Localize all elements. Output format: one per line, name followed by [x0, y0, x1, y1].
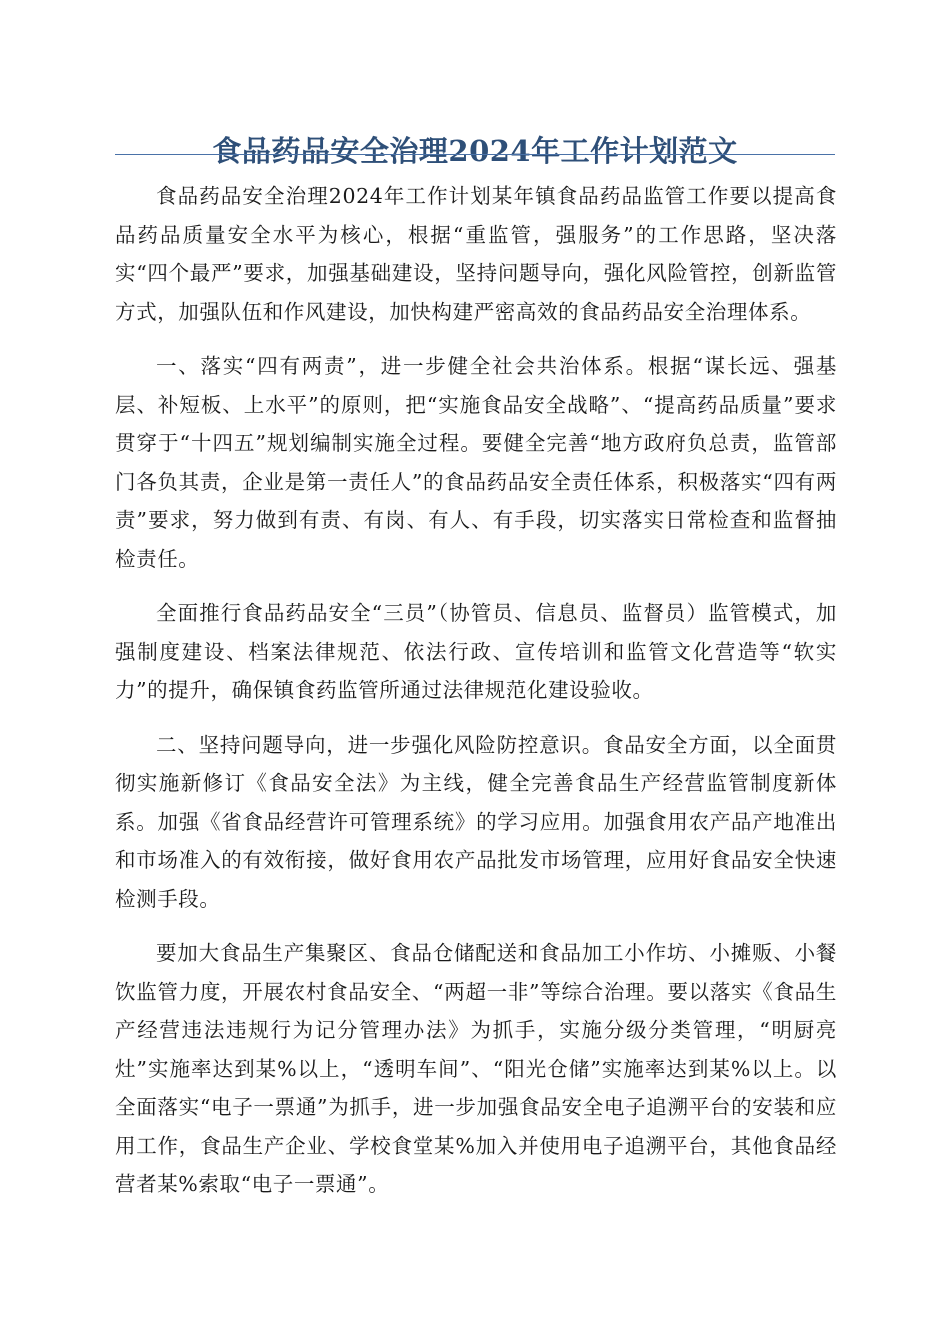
paragraph-intro: 食品药品安全治理2024年工作计划某年镇食品药品监管工作要以提高食品药品质量安全水平为核心，根据“重监管，强服务”的工作思路，坚决落实“四个最严”要求，加强基础建设，坚持问题导向，强化风险管控，创新监管方式，加强队伍和作风建设，加快构建严密高效的食品药品安全治理体系。: [115, 184, 837, 324]
title-underline: [115, 154, 835, 155]
document-title: 食品药品安全治理2024年工作计划范文: [212, 134, 738, 169]
document-body: [115, 177, 837, 1220]
paragraph-section-one: 一、落实“四有两责”，进一步健全社会共治体系。根据“谋长远、强基层、补短板、上水平”的原则，把“实施食品安全战略”、“提高药品质量”要求贯穿于“十四五”规划编制实施全过程。要健全完善“地方政府负总责，监管部门各负其责，企业是第一责任人”的食品药品安全责任体系，积极落实“四有两责”要求，努力做到有责、有岗、有人、有手段，切实落实日常检查和监督抽检责任。: [115, 354, 837, 571]
paragraph-three-roles: 全面推行食品药品安全“三员”（协管员、信息员、监督员）监管模式，加强制度建设、档案法律规范、依法行政、宣传培训和监管文化营造等“软实力”的提升，确保镇食药监管所通过法律规范化建设验收。: [115, 601, 837, 702]
paragraph-supervision: 要加大食品生产集聚区、食品仓储配送和食品加工小作坊、小摊贩、小餐饮监管力度，开展农村食品安全、“两超一非”等综合治理。要以落实《食品生产经营违法违规行为记分管理办法》为抓手，实施分级分类管理，“明厨亮灶”实施率达到某%以上，“透明车间”、“阳光仓储”实施率达到某%以上。以全面落实“电子一票通”为抓手，进一步加强食品安全电子追溯平台的安装和应用工作，食品生产企业、学校食堂某%加入并使用电子追溯平台，其他食品经营者某%索取“电子一票通”。: [115, 941, 837, 1196]
paragraph-section-two: 二、坚持问题导向，进一步强化风险防控意识。食品安全方面，以全面贯彻实施新修订《食品安全法》为主线，健全完善食品生产经营监管制度新体系。加强《省食品经营许可管理系统》的学习应用。加强食用农产品产地准出和市场准入的有效衔接，做好食用农产品批发市场管理，应用好食品安全快速检测手段。: [115, 732, 837, 911]
